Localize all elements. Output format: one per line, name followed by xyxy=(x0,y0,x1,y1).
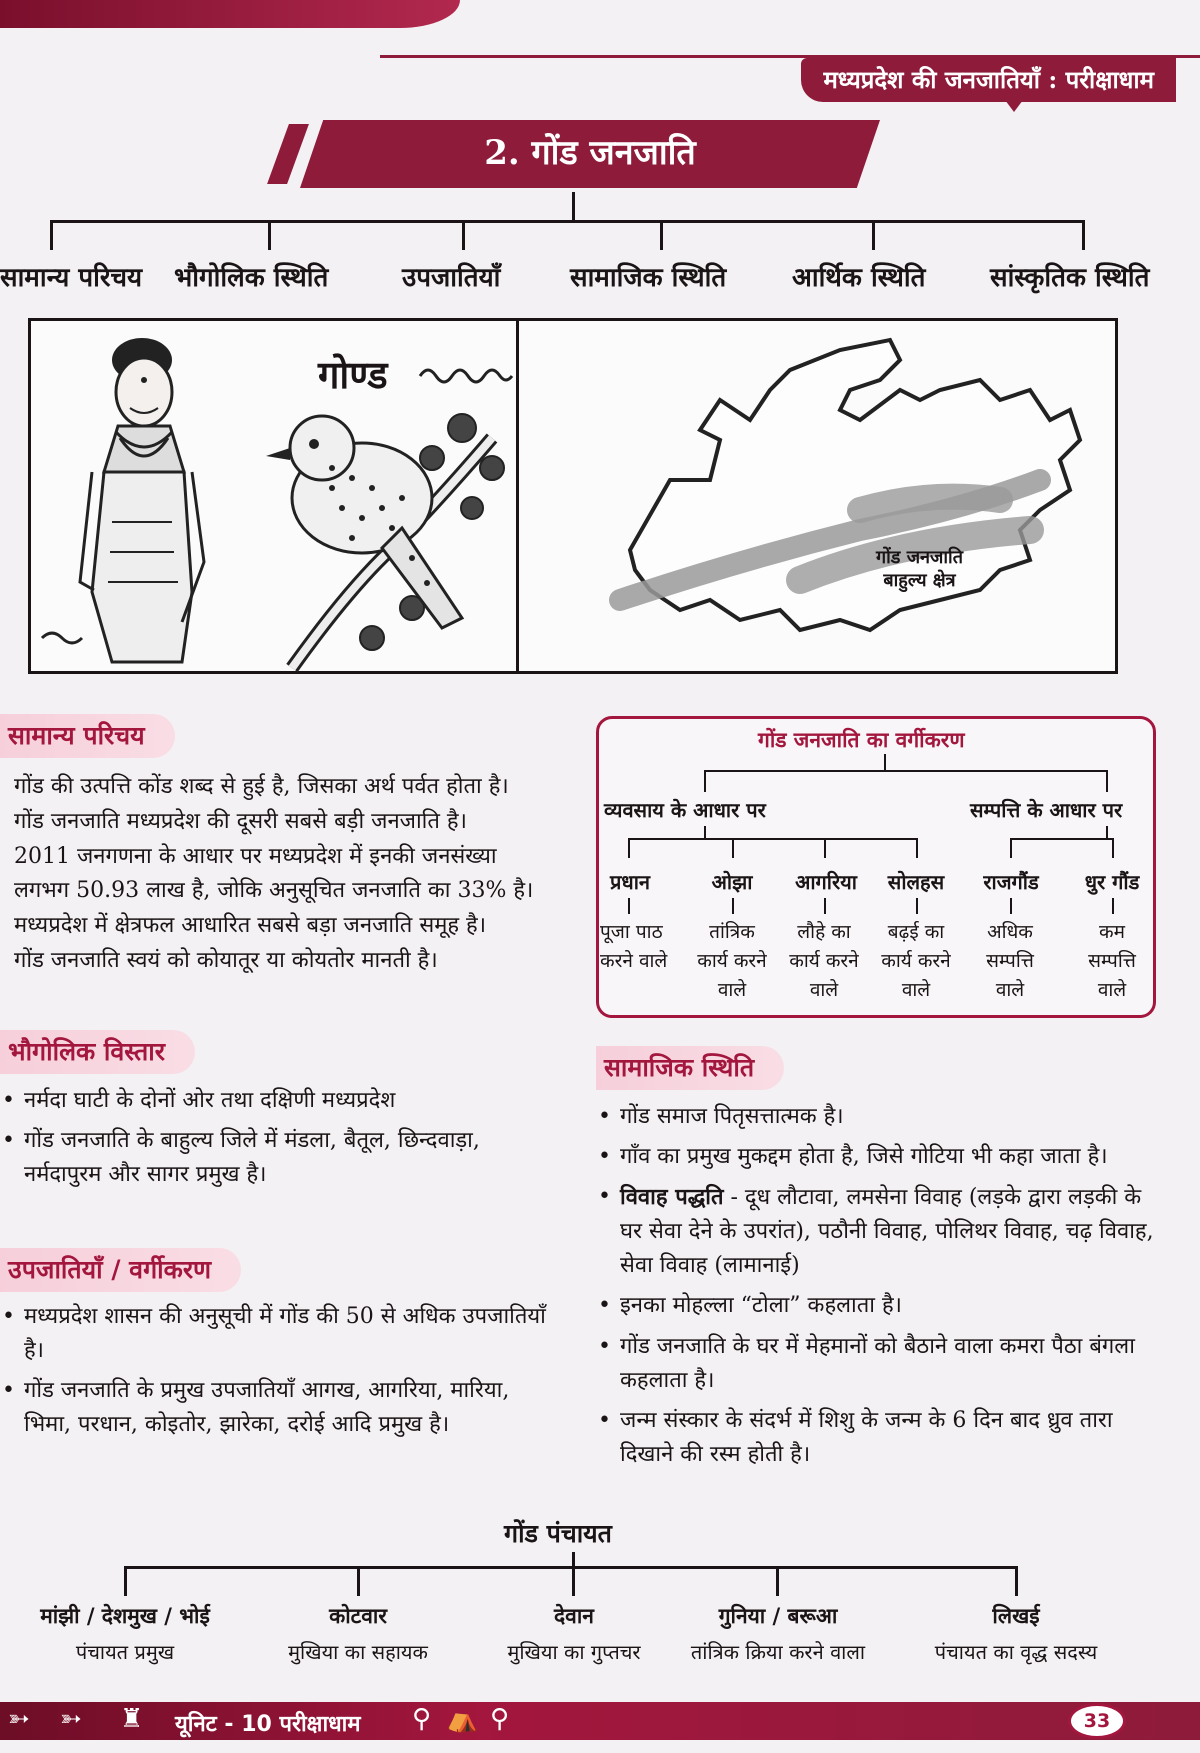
tree-drop xyxy=(462,220,465,250)
branch-subtribes: उपजातियाँ xyxy=(402,263,501,293)
tree-bar xyxy=(50,220,1085,223)
cls-desc-line: वाले xyxy=(901,978,931,1001)
list-item xyxy=(596,1289,1156,1323)
cls-line xyxy=(916,838,918,858)
panchayat-title: गोंड पंचायत xyxy=(504,1519,612,1548)
top-decor-band xyxy=(0,0,460,28)
running-title: मध्यप्रदेश की जनजातियाँ : परीक्षाधाम xyxy=(801,58,1176,102)
list-item-text: गाँव का प्रमुख मुकद्दम होता है, जिसे गोटिया भी कहा जाता है। xyxy=(620,1144,1108,1170)
cls-line xyxy=(824,898,826,914)
tree-drop xyxy=(1082,220,1085,250)
cls-desc-line: वाले xyxy=(809,978,839,1001)
cls-node-dhurgond: धुर गौंड xyxy=(1084,870,1140,894)
cls-line xyxy=(916,898,918,914)
cls-desc-rajgond xyxy=(970,918,1050,1005)
panch-line xyxy=(1015,1566,1018,1596)
map-region-label-line2: बाहुल्य क्षेत्र xyxy=(883,570,956,592)
cls-desc-line: कार्य करने xyxy=(697,949,767,972)
tent-icon: ⛺ xyxy=(446,1704,479,1734)
panch-member-dewan: देवान xyxy=(554,1603,594,1628)
general-text xyxy=(14,770,574,979)
wave-flourish-icon xyxy=(418,362,514,388)
list-item: • गोंड जनजाति के बाहुल्य जिले में मंडला, बैतूल, छिन्दवाड़ा, नर्मदापुरम और सागर प्रमुख है। xyxy=(0,1124,560,1192)
map-region-label xyxy=(876,546,963,593)
cls-line xyxy=(1010,838,1114,840)
list-item xyxy=(596,1100,1156,1134)
arrow-icon: ➳ xyxy=(60,1704,82,1734)
cls-line xyxy=(1106,770,1108,792)
cls-desc-dhurgond xyxy=(1072,918,1152,1005)
panch-role: पंचायत का वृद्ध सदस्य xyxy=(934,1640,1098,1664)
section-general-heading: सामान्य परिचय xyxy=(0,714,175,758)
cls-line xyxy=(1112,838,1114,858)
cls-desc-line: सम्पत्ति xyxy=(986,949,1034,972)
cls-line xyxy=(1010,898,1012,914)
panch-line xyxy=(776,1566,779,1596)
cls-desc-solhas xyxy=(876,918,956,1005)
panch-role: तांत्रिक क्रिया करने वाला xyxy=(690,1640,866,1664)
tree-drop xyxy=(872,220,875,250)
social-list xyxy=(596,1100,1156,1478)
cls-desc-line: सम्पत्ति xyxy=(1088,949,1136,972)
general-line: गोंड जनजाति स्वयं को कोयातूर या कोयतोर मानती है। xyxy=(14,947,438,973)
general-line: मध्यप्रदेश में क्षेत्रफल आधारित सबसे बड़ा जनजाति समूह है। xyxy=(14,913,487,938)
cls-line xyxy=(704,770,706,792)
footer-unit-text: यूनिट - 10 परीक्षाधाम xyxy=(175,1712,361,1737)
tree-drop xyxy=(50,220,53,250)
cls-node-ojha: ओझा xyxy=(711,870,753,894)
branch-economic: आर्थिक स्थिति xyxy=(792,263,926,293)
branch-cultural: सांस्कृतिक स्थिति xyxy=(990,263,1150,293)
tribal-symbol-icon: ⚲ xyxy=(412,1704,432,1734)
tribal-symbol-icon: ⚲ xyxy=(490,1704,510,1734)
cls-desc-line: तांत्रिक xyxy=(709,921,755,943)
panch-member-likhai: लिखई xyxy=(992,1603,1040,1628)
panch-role: पंचायत प्रमुख xyxy=(75,1640,175,1664)
cls-desc-line: पूजा पाठ xyxy=(600,921,663,943)
panch-member-manjhi: मांझी / देशमुख / भोई xyxy=(40,1603,210,1628)
cls-line xyxy=(732,898,734,914)
tree-drop xyxy=(268,220,271,250)
list-item xyxy=(596,1330,1156,1398)
list-item: • मध्यप्रदेश शासन की अनुसूची में गोंड की 50 से अधिक उपजातियाँ है। xyxy=(0,1300,560,1368)
list-item xyxy=(596,1404,1156,1472)
cls-node-agariya: आगरिया xyxy=(795,870,857,894)
cls-desc-line: लौहे का xyxy=(797,921,851,943)
tree-drop xyxy=(660,220,663,250)
cls-node-rajgond: राजगौंड xyxy=(983,870,1039,894)
cls-line xyxy=(628,898,630,914)
branch-social: सामाजिक स्थिति xyxy=(570,263,727,293)
cls-desc-line: वाले xyxy=(1097,978,1127,1001)
cls-line xyxy=(628,838,918,840)
subtribes-list xyxy=(0,1300,560,1448)
arrow-icon: ➳ xyxy=(8,1704,30,1734)
tree-stem xyxy=(572,192,575,222)
panch-member-kotwar: कोटवार xyxy=(329,1603,387,1628)
mp-map-illustration xyxy=(600,330,1100,660)
cls-desc-line: कार्य करने xyxy=(881,949,951,972)
general-line: 2011 जनगणना के आधार पर मध्यप्रदेश में इनकी जनसंख्या xyxy=(14,843,497,869)
list-item-text: गोंड जनजाति के घर में मेहमानों को बैठाने वाला कमरा पैठा बंगला कहलाता है। xyxy=(620,1333,1135,1393)
list-item xyxy=(596,1180,1156,1283)
list-item-text: - दूध लौटावा, लमसेना विवाह (लड़के द्वारा लड़की के घर सेवा देने के उपरांत), पठौनी विवाह, पोलिथर विवाह, चढ़ विवाह, सेवा विवाह (लामानाई) xyxy=(620,1185,1154,1279)
panch-line xyxy=(572,1566,575,1596)
cls-desc-line: वाले xyxy=(717,978,747,1001)
branch-general: सामान्य परिचय xyxy=(0,263,143,293)
panch-line xyxy=(124,1566,1018,1569)
general-line: गोंड की उत्पत्ति कोंड शब्द से हुई है, जिसका अर्थ पर्वत होता है। xyxy=(14,774,509,799)
cls-desc-line: वाले xyxy=(995,978,1025,1001)
page-number: 33 xyxy=(1068,1703,1126,1739)
section-geography-heading: भौगोलिक विस्तार xyxy=(0,1030,195,1074)
list-item-text: इनका मोहल्ला “टोला” कहलाता है। xyxy=(620,1293,902,1319)
panch-member-guniya: गुनिया / बरूआ xyxy=(718,1603,838,1628)
cls-desc-ojha xyxy=(692,918,772,1005)
cls-line xyxy=(628,838,630,858)
panch-role: मुखिया का सहायक xyxy=(288,1640,428,1664)
list-item-text: जन्म संस्कार के संदर्भ में शिशु के जन्म के 6 दिन बाद ध्रुव तारा दिखाने की रस्म होती है। xyxy=(620,1407,1113,1467)
cls-property-label: सम्पत्ति के आधार पर xyxy=(970,798,1123,822)
cls-desc-line: बढ़ई का xyxy=(887,921,945,943)
cls-occupation-label: व्यवसाय के आधार पर xyxy=(604,798,766,822)
cls-desc-line: कम xyxy=(1099,921,1125,943)
cls-desc-line: करने वाले xyxy=(600,949,668,972)
cls-desc-line: कार्य करने xyxy=(789,949,859,972)
list-item-text: गोंड समाज पितृसत्तात्मक है। xyxy=(620,1104,844,1129)
panel-divider xyxy=(516,318,519,674)
cls-node-solhas: सोलहस xyxy=(887,870,945,894)
chapter-title: 2. गोंड जनजाति xyxy=(484,133,696,173)
list-item: • गोंड जनजाति के प्रमुख उपजातियाँ आगख, आगरिया, मारिया, भिमा, परधान, कोइतोर, झारेका, दरोई आदि प्रमुख है। xyxy=(0,1374,560,1442)
cls-line xyxy=(704,770,1108,772)
list-item xyxy=(596,1140,1156,1174)
panch-role: मुखिया का गुप्तचर xyxy=(507,1640,641,1664)
cls-line xyxy=(824,838,826,858)
totem-icon: ♜ xyxy=(120,1704,144,1734)
cls-line xyxy=(704,826,706,838)
cls-line xyxy=(884,754,886,770)
cls-line xyxy=(732,838,734,858)
section-subtribes-heading: उपजातियाँ / वर्गीकरण xyxy=(0,1248,241,1292)
branch-geography: भौगोलिक स्थिति xyxy=(174,263,329,293)
panch-line xyxy=(124,1566,127,1596)
panch-line xyxy=(357,1566,360,1596)
gond-woman-illustration xyxy=(32,322,232,670)
cls-desc-pradhan xyxy=(600,918,668,976)
cls-node-pradhan: प्रधान xyxy=(610,870,650,894)
list-item: • नर्मदा घाटी के दोनों ओर तथा दक्षिणी मध्यप्रदेश xyxy=(0,1084,560,1118)
map-region-label-line1: गोंड जनजाति xyxy=(876,547,963,568)
cls-line xyxy=(1106,826,1108,838)
cls-desc-agariya xyxy=(784,918,864,1005)
section-social-heading: सामाजिक स्थिति xyxy=(596,1046,784,1090)
geography-list xyxy=(0,1084,560,1198)
gond-art-label: गोण्ड xyxy=(318,352,388,397)
cls-desc-line: अधिक xyxy=(987,921,1033,943)
cls-line xyxy=(1112,898,1114,914)
general-line: गोंड जनजाति मध्यप्रदेश की दूसरी सबसे बड़ी जनजाति है। xyxy=(14,808,467,834)
classification-title: गोंड जनजाति का वर्गीकरण xyxy=(758,727,965,752)
list-item-bold: विवाह पद्धति xyxy=(620,1184,724,1211)
gond-bird-illustration xyxy=(262,398,514,672)
running-title-pointer xyxy=(1005,100,1023,112)
general-line: लगभग 50.93 लाख है, जोकि अनुसूचित जनजाति का 33% है। xyxy=(14,878,534,904)
cls-line xyxy=(1010,838,1012,858)
